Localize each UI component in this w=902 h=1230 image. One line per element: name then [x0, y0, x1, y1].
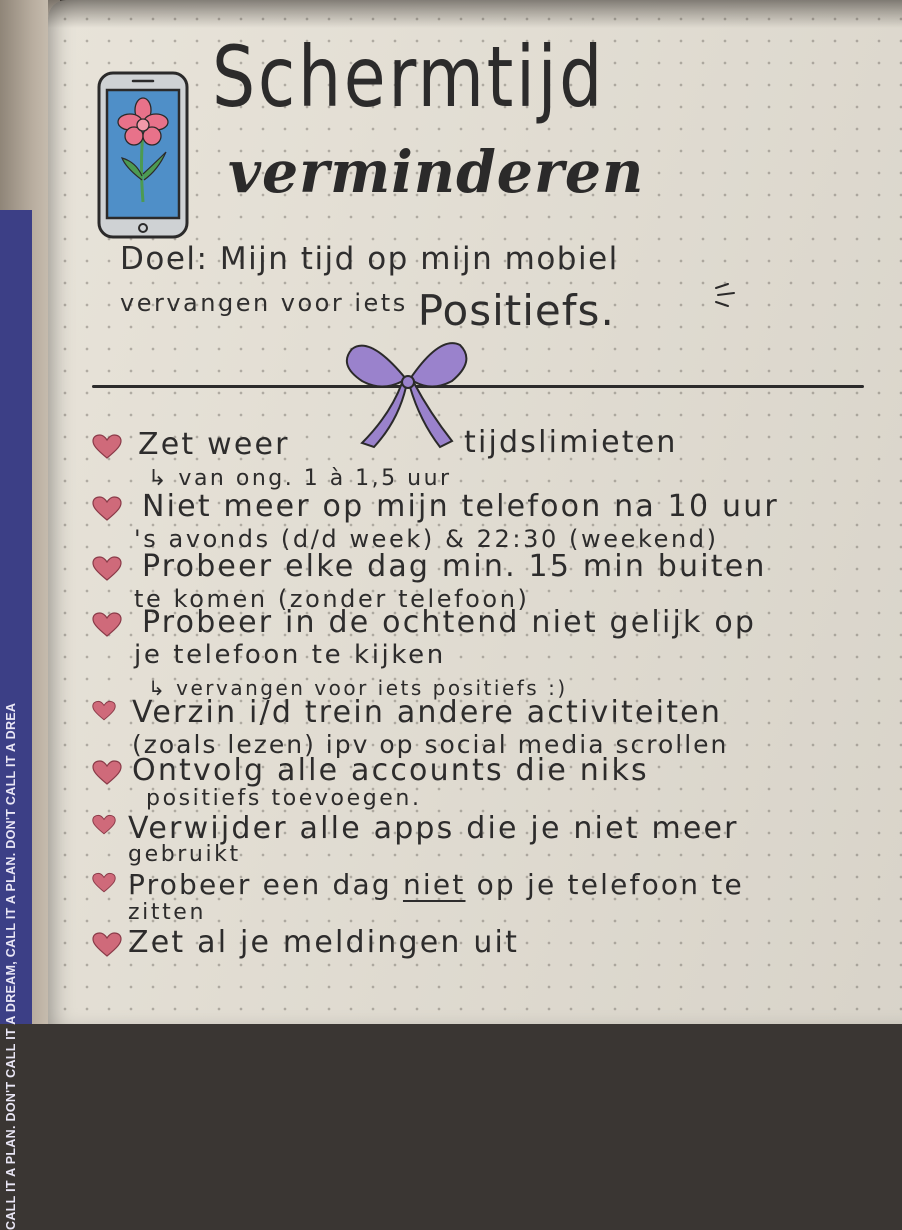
spine-text: CALL IT A PLAN. DON'T CALL IT A DREAM, CALL IT A PLAN. DON'T CALL IT A DREA [4, 702, 18, 1230]
heart-icon [92, 932, 122, 958]
divider-line [92, 385, 864, 388]
heart-icon [92, 760, 122, 786]
heart-icon [92, 612, 122, 638]
goal-line-1: Doel: Mijn tijd op mijn mobiel [120, 241, 619, 277]
page-subtitle: verminderen [228, 138, 645, 206]
heart-icon [92, 496, 122, 522]
heart-icon [92, 814, 116, 836]
heart-icon [92, 434, 122, 460]
notebook-spine [0, 210, 32, 1230]
goal-emphasis: Positiefs. [417, 286, 615, 335]
page-title: Schermtijd [212, 28, 606, 126]
underlined-word: niet [402, 868, 466, 901]
goal-line-2: vervangen voor iets [120, 289, 408, 317]
phone-flower-icon [96, 70, 192, 242]
heart-icon [92, 556, 122, 582]
page-shadow [48, 0, 902, 28]
heart-icon [92, 700, 116, 722]
ribbon-bow-icon [340, 335, 476, 455]
heart-icon [92, 872, 116, 894]
goal-text [120, 240, 619, 335]
sparkle-lines-icon [712, 282, 742, 308]
